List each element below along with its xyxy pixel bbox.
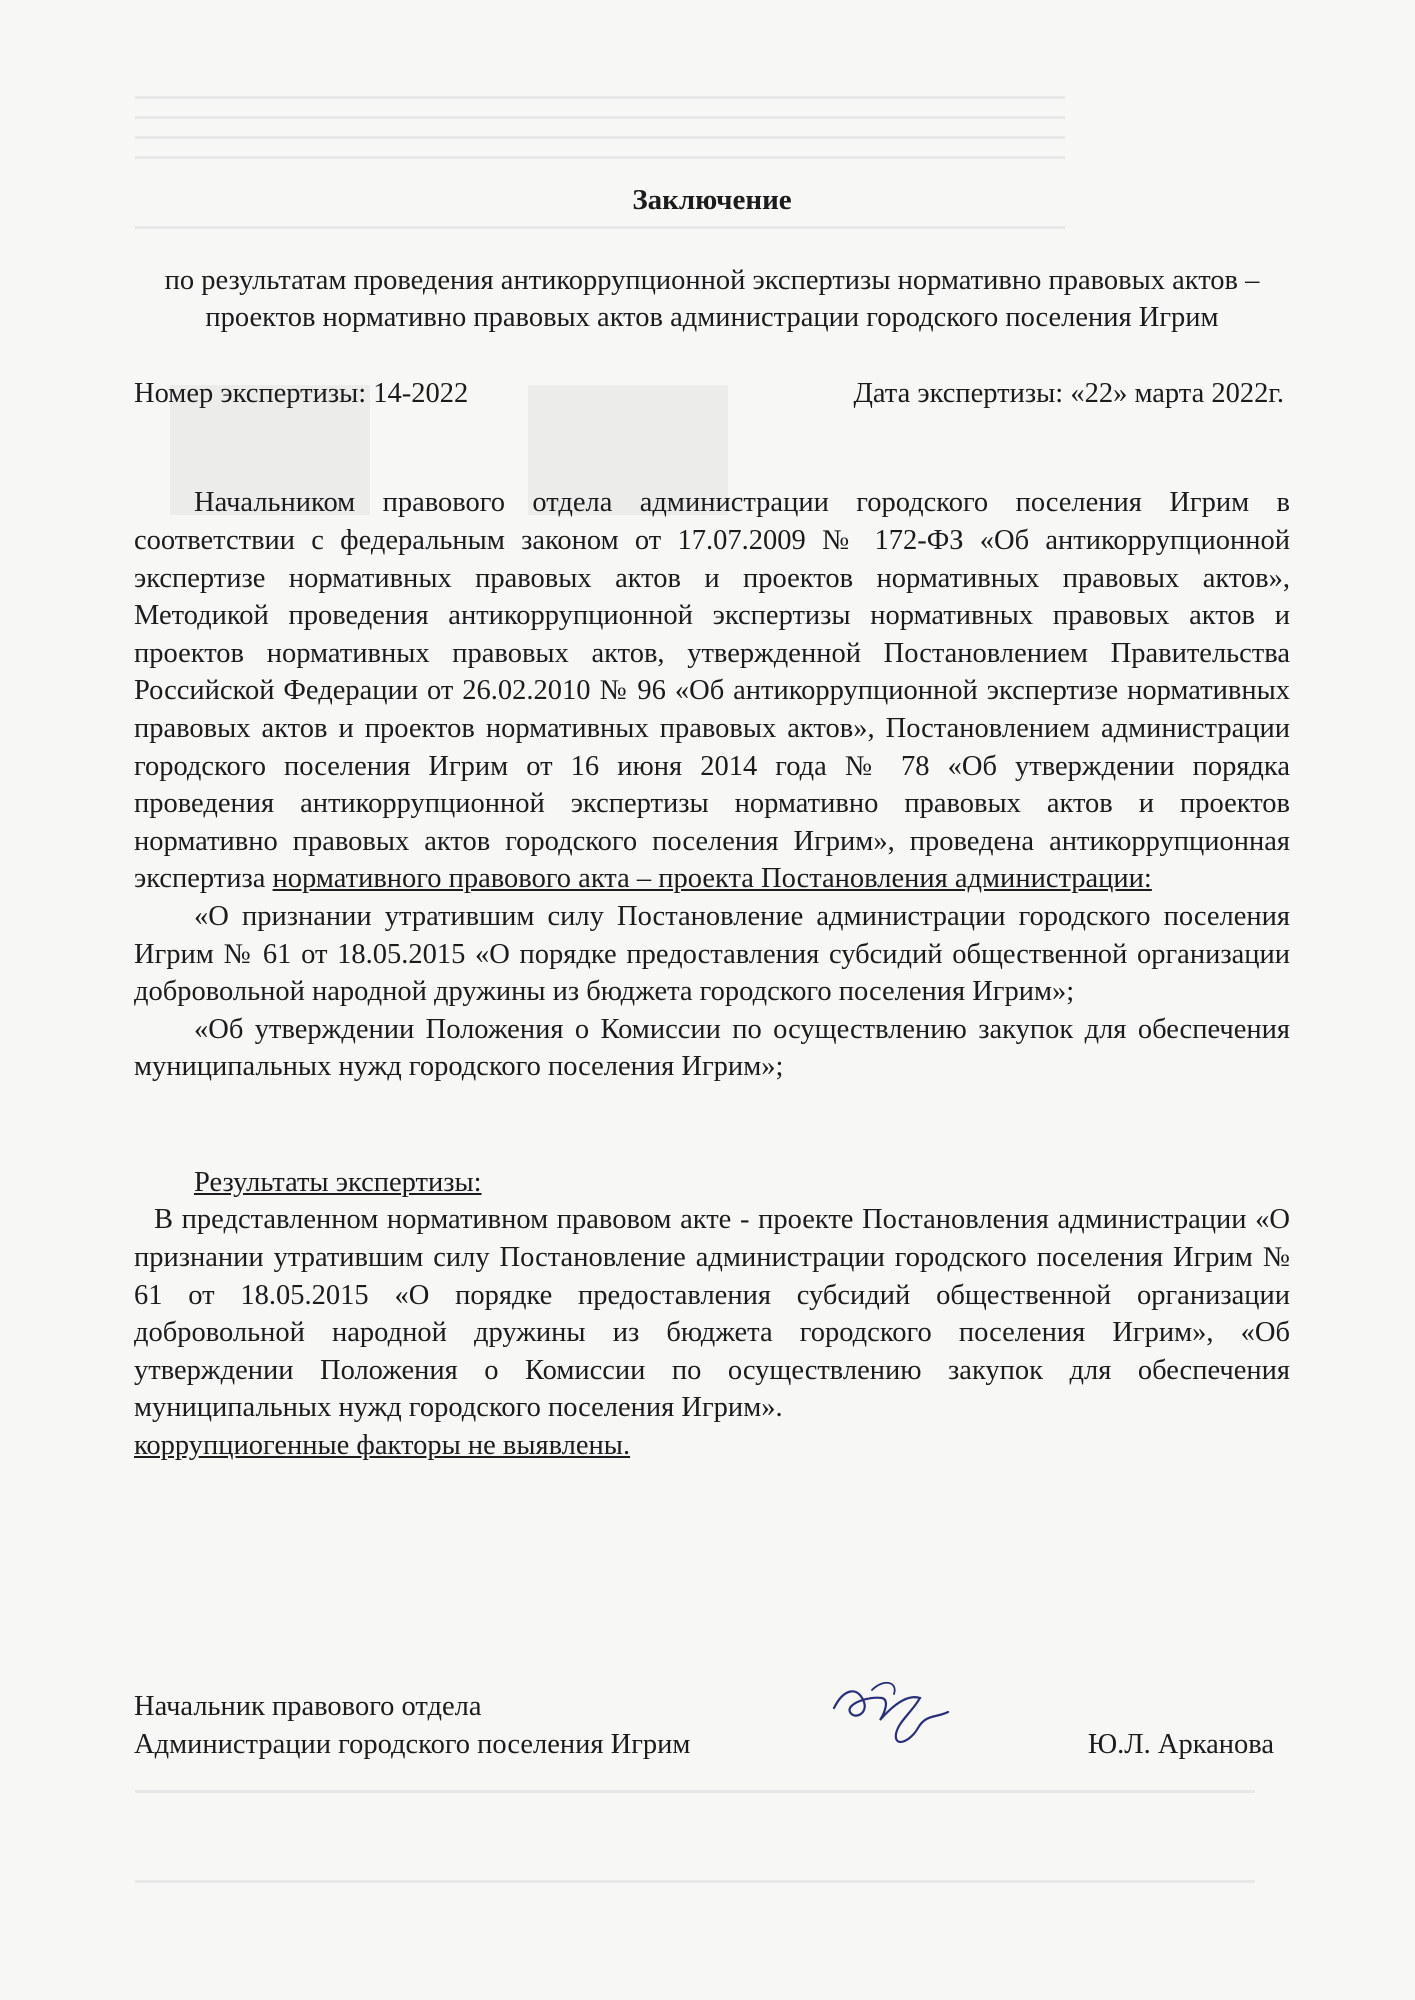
conclusion-line — [134, 1427, 1290, 1465]
intro-paragraph — [134, 484, 1290, 898]
signer-row — [134, 1726, 1274, 1764]
bleed-through-line — [135, 1790, 1255, 1793]
intro-text: Начальником правового отдела администрации городского поселения Игрим в соответствии с федеральным законом от 17.07.2009 № 172-ФЗ «Об антикоррупционной экспертизе нормативных правовых актов и проектов нормативных правовых актов», Методикой проведения антикоррупционной экспертизы нормативных правовых актов и проектов нормативных правовых актов, утвержденной Постановлением Правительства Российской Федерации от 26.02.2010 № 96 «Об антикоррупционной экспертизе нормативных правовых актов и проектов нормативных правовых актов», Постановлением администрации городского поселения Игрим от 16 июня 2014 года № 78 «Об утверждении порядка проведения антикоррупционной экспертизы нормативно правовых актов и проектов нормативно правовых актов городского поселения Игрим», проведена антикоррупционная экспертиза — [134, 487, 1290, 895]
signer-name: Ю.Л. Арканова — [1087, 1729, 1274, 1760]
expertise-date: Дата экспертизы: «22» марта 2022г. — [853, 377, 1284, 409]
expertise-meta — [134, 375, 1290, 413]
document-body — [134, 182, 1290, 1465]
signature-block — [134, 1688, 1274, 1764]
bleed-through-line — [135, 1880, 1255, 1883]
signer-position-line1: Начальник правового отдела — [134, 1691, 482, 1722]
reviewed-act-1: «О признании утратившим силу Постановление администрации городского поселения Игрим № 61 от 18.05.2015 «О порядке предоставления субсидий общественной организации добровольной народной дружины из бюджета городского поселения Игрим»; — [134, 900, 1290, 1008]
results-heading-text: Результаты экспертизы: — [194, 1166, 482, 1198]
results-heading — [134, 1164, 1290, 1202]
reviewed-act-2: «Об утверждении Положения о Комиссии по осуществлению закупок для обеспечения муниципальных нужд городского поселения Игрим»; — [134, 1013, 1290, 1083]
expertise-number: Номер экспертизы: 14-2022 — [134, 377, 469, 409]
handwritten-signature — [824, 1668, 964, 1758]
results-paragraph: В представленном нормативном правовом акте - проекте Постановления администрации «О признании утратившим силу Постановление администрации городского поселения Игрим № 61 от 18.05.2015 «О порядке предоставления субсидий общественной организации добровольной народной дружины из бюджета городского поселения Игрим», «Об утверждении Положения о Комиссии по осуществлению закупок для обеспечения муниципальных нужд городского поселения Игрим». — [134, 1204, 1290, 1424]
conclusion-text: коррупциогенные факторы не выявлены. — [134, 1430, 631, 1462]
bleed-through-line — [135, 136, 1065, 139]
document-subtitle: по результатам проведения антикоррупционной экспертизы нормативно правовых актов – проектов нормативно правовых актов администрации городского поселения Игрим — [164, 264, 1260, 334]
bleed-through-line — [135, 116, 1065, 119]
intro-underlined-text: нормативного правового акта – проекта Постановления администрации: — [272, 863, 1152, 895]
bleed-through-line — [135, 156, 1065, 159]
signer-position-line2: Администрации городского поселения Игрим — [134, 1729, 691, 1760]
bleed-through-line — [135, 96, 1065, 99]
document-title: Заключение — [632, 184, 792, 216]
